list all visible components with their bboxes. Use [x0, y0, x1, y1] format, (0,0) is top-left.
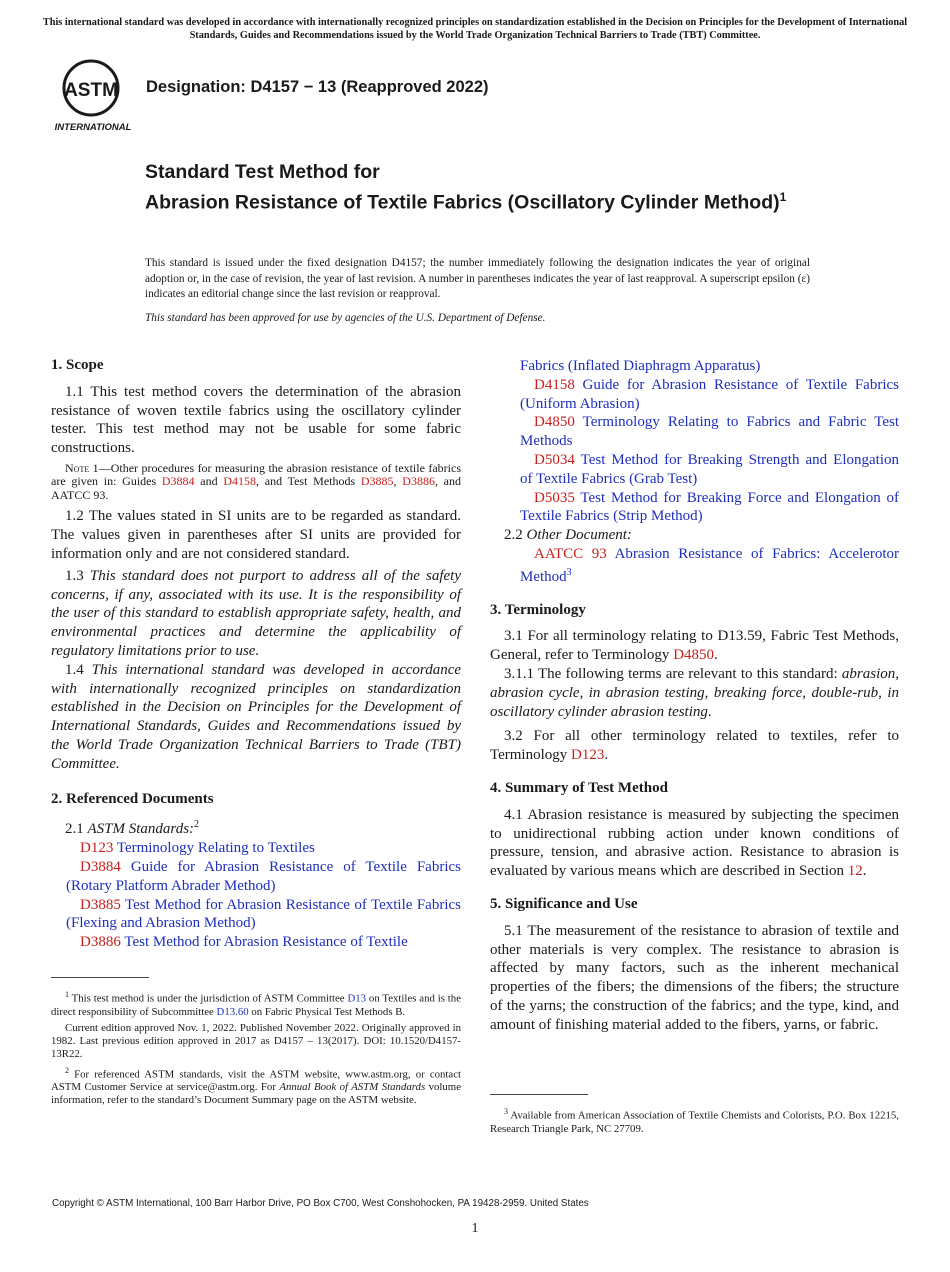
paragraph-1-4: 1.4 This international standard was developed in accordance with internationally recognized principles on standardization established in the Decision on Principles for the Development of International Standards, Guides and Recommendations issued by the World Trade Organization Technical Barriers to Trade (TBT) Committee.	[51, 661, 462, 772]
tbt-banner: This international standard was developed in accordance with internationally recognized principles on standardization established in the Decision on Principles for the Development of International Standards, Guides and Recommendations issued by the World Trade Organization Technical Barriers to Trade (TBT) Committee.	[42, 17, 908, 41]
paragraph-1-3: 1.3 This standard does not purport to address all of the safety concerns, if any, associated with its use. It is the responsibility of the user of this standard to establish appropriate safety, health, and environmental practices and determine the applicability of regulatory limitations prior to use.	[51, 567, 462, 660]
title-line-1: Standard Test Method for	[145, 161, 380, 183]
reference-d4850[interactable]: D4850 Terminology Relating to Fabrics and Fabric Test Methods	[520, 414, 899, 450]
footnote-2: $^2$ For referenced ASTM standards, visit the ASTM website, www.astm.org, or contact ASTM Customer Service at service@astm.org. For Annual Book of ASTM Standards volume information, refer to the standard’s Document Summary page on the ASTM website.	[51, 1065, 461, 1107]
logo-subtext: INTERNATIONAL	[54, 122, 132, 133]
designation: Designation: D4157 − 13 (Reapproved 2022)	[146, 78, 489, 96]
footnotes-right	[490, 1105, 899, 1136]
link-d4158[interactable]: D4158	[223, 474, 257, 489]
logo-text: ASTM	[64, 80, 118, 101]
reference-d5035[interactable]: D5035 Test Method for Breaking Force and Elongation of Textile Fabrics (Strip Method)	[520, 489, 899, 525]
paragraph-3-2: 3.2 For all other terminology related to textiles, refer to Terminology D123.	[490, 728, 899, 764]
reference-d3886[interactable]: D3886 Test Method for Abrasion Resistance of Textile	[80, 934, 408, 951]
link-d3886[interactable]: D3886	[402, 474, 435, 489]
footnote-1: $^1$ This test method is under the jurisdiction of ASTM Committee D13 on Textiles and is the direct responsibility of Subcommittee D13.60 on Fabric Physical Test Methods B.	[51, 990, 462, 1018]
link-section-12[interactable]: 12	[847, 863, 863, 880]
right-column	[490, 357, 899, 1035]
paragraph-4-1: 4.1 Abrasion resistance is measured by subjecting the specimen to unidirectional rubbing action under known conditions of pressure, tension, and abrasive action. Resistance to abrasion is evaluated by various means which are described in Section 12.	[490, 806, 899, 880]
paragraph-2-1: 2.1 ASTM Standards:$^2$	[65, 819, 200, 838]
footnote-separator-left	[51, 977, 149, 978]
reference-d123[interactable]: D123 Terminology Relating to Textiles	[80, 840, 315, 857]
footnote-3: $^3$ Available from American Association of Textile Chemists and Colorists, P.O. Box 12215, Research Triangle Park, NC 27709.	[490, 1107, 899, 1135]
paragraph-1-1: 1.1 This test method covers the determination of the abrasion resistance of woven textile fabrics using the oscillatory cylinder tester. This test method may not be usable for some fabric constructions.	[51, 383, 461, 457]
note-1: Note 1—Other procedures for measuring the abrasion resistance of textile fabrics are given in: Guides D3884 and D4158, and Test Methods D3885, D3886, and AATCC 93.	[51, 460, 462, 502]
astm-logo	[53, 56, 135, 134]
page-number: 1	[471, 1221, 479, 1236]
dod-approval-statement: This standard has been approved for use by agencies of the U.S. Department of Defense.	[145, 312, 546, 324]
reference-d5034[interactable]: D5034 Test Method for Breaking Strength and Elongation of Textile Fabrics (Grab Test)	[520, 451, 899, 487]
reference-aatcc-93[interactable]: AATCC 93 Abrasion Resistance of Fabrics: Accelerotor Method$^3$	[520, 545, 899, 585]
section-heading-referenced-documents: 2. Referenced Documents	[51, 790, 214, 807]
paragraph-1-2: 1.2 The values stated in SI units are to be regarded as standard. The values given in parentheses after SI units are provided for information only and are not considered standard.	[51, 508, 461, 563]
link-d13[interactable]: D13	[347, 992, 367, 1005]
section-heading-terminology: 3. Terminology	[490, 601, 586, 618]
reference-d3885[interactable]: D3885 Test Method for Abrasion Resistance of Textile Fabrics (Flexing and Abrasion Method)	[66, 896, 461, 932]
link-d123[interactable]: D123	[571, 747, 605, 764]
link-d3885[interactable]: D3885	[360, 474, 394, 489]
copyright-notice: Copyright © ASTM International, 100 Barr Harbor Drive, PO Box C700, West Conshohocken, PA 19428-2959. United States	[52, 1198, 589, 1209]
section-heading-significance: 5. Significance and Use	[490, 895, 638, 912]
reference-d3884[interactable]: D3884 Guide for Abrasion Resistance of Textile Fabrics (Rotary Platform Abrader Method)	[66, 859, 461, 894]
footnote-1-edition: Current edition approved Nov. 1, 2022. Published November 2022. Originally approved in 1982. Last previous edition approved in 2017 as D4157 – 13(2017). DOI: 10.1520/D4157-13R22.	[51, 1021, 461, 1060]
title-line-2: Abrasion Resistance of Textile Fabrics (Oscillatory Cylinder Method)$^1$	[145, 190, 787, 214]
paragraph-3-1: 3.1 For all terminology relating to D13.59, Fabric Test Methods, General, refer to Terminology D4850.	[490, 628, 899, 664]
section-heading-summary: 4. Summary of Test Method	[490, 779, 668, 796]
link-d13-60[interactable]: D13.60	[216, 1005, 249, 1018]
footnote-separator-right	[490, 1094, 588, 1095]
reference-d4158[interactable]: D4158 Guide for Abrasion Resistance of Textile Fabrics (Uniform Abrasion)	[520, 376, 899, 412]
paragraph-3-1-1: 3.1.1 The following terms are relevant to this standard: abrasion, abrasion cycle, in abrasion testing, breaking force, double-rub, in oscillatory cylinder abrasion testing.	[490, 665, 899, 720]
link-d3884[interactable]: D3884	[161, 474, 195, 489]
section-heading-scope: 1. Scope	[51, 357, 104, 373]
footnotes-left	[51, 988, 461, 1107]
reference-d3886-continued[interactable]: Fabrics (Inflated Diaphragm Apparatus)	[520, 358, 761, 374]
issuance-statement: This standard is issued under the fixed designation D4157; the number immediately following the designation indicates the year of original adoption or, in the case of revision, the year of last revision. A number in parentheses indicates the year of last reapproval. A superscript epsilon (ε) indicates an editorial change since the last revision or reapproval.	[145, 257, 810, 300]
document-title	[145, 160, 845, 216]
title-footnote-marker[interactable]: 1	[779, 190, 787, 204]
paragraph-2-2: 2.2 Other Document:	[504, 527, 632, 544]
paragraph-5-1: 5.1 The measurement of the resistance to abrasion of textile and other materials is very complex. The resistance to abrasion is affected by many factors, such as the inherent mechanical properties of the fibers; the dimensions of the fibers; the structure of the yarns; the construction of the fabrics; and the type, kind, and amount of finishing material added to the fibers, yarns, or fabric.	[490, 922, 899, 1033]
link-d4850[interactable]: D4850	[673, 647, 715, 664]
left-column	[51, 356, 461, 952]
